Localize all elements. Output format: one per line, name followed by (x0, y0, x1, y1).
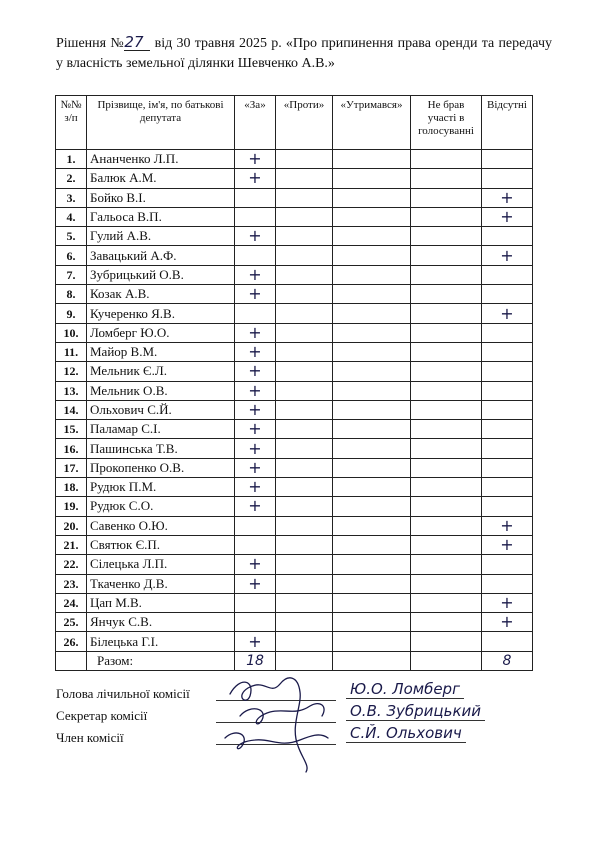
vote-not-voted-mark (411, 613, 482, 632)
vote-abstained-mark (333, 342, 411, 361)
row-number: 3. (56, 188, 87, 207)
table-row (56, 555, 533, 574)
deputy-name: Козак А.В. (87, 285, 235, 304)
table-row (56, 535, 533, 554)
vote-not-voted-mark (411, 342, 482, 361)
vote-abstained-mark (333, 323, 411, 342)
vote-for-mark: + (235, 265, 276, 284)
secretary-name: О.В. Зубрицький (346, 702, 485, 721)
member-name: С.Й. Ольхович (346, 724, 466, 743)
deputy-name: Святюк Є.П. (87, 535, 235, 554)
vote-not-voted-mark (411, 497, 482, 516)
table-body (56, 150, 533, 652)
vote-absent-mark (482, 458, 533, 477)
vote-abstained-mark (333, 632, 411, 651)
vote-for-mark (235, 207, 276, 226)
deputy-name: Мельник Є.Л. (87, 362, 235, 381)
deputy-name: Паламар С.І. (87, 420, 235, 439)
vote-against-mark (276, 535, 333, 554)
row-number: 6. (56, 246, 87, 265)
vote-absent-mark (482, 497, 533, 516)
vote-against-mark (276, 285, 333, 304)
total-empty-cell (56, 651, 87, 670)
table-row (56, 497, 533, 516)
deputy-name: Бойко В.І. (87, 188, 235, 207)
vote-for-mark: + (235, 497, 276, 516)
vote-not-voted-mark (411, 169, 482, 188)
deputy-name: Ананченко Л.П. (87, 150, 235, 169)
vote-abstained-mark (333, 593, 411, 612)
row-number: 26. (56, 632, 87, 651)
header-for: «За» (235, 96, 276, 150)
vote-for-mark: + (235, 169, 276, 188)
vote-for-mark: + (235, 478, 276, 497)
vote-abstained-mark (333, 169, 411, 188)
vote-for-mark: + (235, 458, 276, 477)
vote-not-voted-mark (411, 458, 482, 477)
vote-not-voted-mark (411, 188, 482, 207)
row-number: 24. (56, 593, 87, 612)
vote-against-mark (276, 632, 333, 651)
vote-against-mark (276, 265, 333, 284)
deputy-name: Гальоса В.П. (87, 207, 235, 226)
total-not-voted (411, 651, 482, 670)
vote-against-mark (276, 246, 333, 265)
row-number: 25. (56, 613, 87, 632)
deputy-name: Сілецька Л.П. (87, 555, 235, 574)
vote-for-mark: + (235, 342, 276, 361)
total-label: Разом: (87, 651, 235, 670)
vote-absent-mark (482, 632, 533, 651)
table-row (56, 420, 533, 439)
vote-for-mark (235, 188, 276, 207)
row-number: 13. (56, 381, 87, 400)
deputy-name: Гулий А.В. (87, 227, 235, 246)
vote-not-voted-mark (411, 362, 482, 381)
vote-for-mark: + (235, 381, 276, 400)
vote-for-mark (235, 516, 276, 535)
vote-against-mark (276, 150, 333, 169)
vote-absent-mark: + (482, 535, 533, 554)
row-number: 10. (56, 323, 87, 342)
heading-text: від 30 травня 2025 р. «Про припинення права оренди та передачу у власність земельної ділянки Шевченко А.В.» (56, 36, 552, 71)
vote-against-mark (276, 593, 333, 612)
table-row (56, 516, 533, 535)
deputy-name: Цап М.В. (87, 593, 235, 612)
row-number: 5. (56, 227, 87, 246)
vote-not-voted-mark (411, 593, 482, 612)
table-row (56, 458, 533, 477)
deputy-name: Зубрицький О.В. (87, 265, 235, 284)
row-number: 22. (56, 555, 87, 574)
vote-against-mark (276, 439, 333, 458)
vote-not-voted-mark (411, 150, 482, 169)
vote-for-mark: + (235, 362, 276, 381)
table-row (56, 362, 533, 381)
vote-against-mark (276, 613, 333, 632)
vote-abstained-mark (333, 535, 411, 554)
vote-absent-mark: + (482, 593, 533, 612)
vote-against-mark (276, 362, 333, 381)
vote-for-mark: + (235, 323, 276, 342)
vote-not-voted-mark (411, 478, 482, 497)
vote-abstained-mark (333, 265, 411, 284)
vote-abstained-mark (333, 227, 411, 246)
vote-for-mark: + (235, 574, 276, 593)
vote-not-voted-mark (411, 555, 482, 574)
row-number: 1. (56, 150, 87, 169)
row-number: 4. (56, 207, 87, 226)
vote-abstained-mark (333, 420, 411, 439)
vote-abstained-mark (333, 285, 411, 304)
vote-against-mark (276, 555, 333, 574)
vote-not-voted-mark (411, 285, 482, 304)
vote-for-mark: + (235, 400, 276, 419)
vote-against-mark (276, 497, 333, 516)
vote-not-voted-mark (411, 304, 482, 323)
vote-against-mark (276, 304, 333, 323)
vote-abstained-mark (333, 497, 411, 516)
vote-abstained-mark (333, 516, 411, 535)
vote-for-mark (235, 593, 276, 612)
chair-label: Голова лічильної комісії (56, 686, 190, 701)
deputy-name: Ткаченко Д.В. (87, 574, 235, 593)
table-row (56, 304, 533, 323)
vote-abstained-mark (333, 458, 411, 477)
vote-against-mark (276, 169, 333, 188)
table-row (56, 169, 533, 188)
vote-absent-mark: + (482, 246, 533, 265)
vote-not-voted-mark (411, 227, 482, 246)
document-heading (56, 34, 552, 74)
row-number: 21. (56, 535, 87, 554)
row-number: 7. (56, 265, 87, 284)
vote-abstained-mark (333, 362, 411, 381)
deputy-name: Савенко О.Ю. (87, 516, 235, 535)
vote-against-mark (276, 188, 333, 207)
vote-abstained-mark (333, 613, 411, 632)
vote-abstained-mark (333, 304, 411, 323)
vote-absent-mark (482, 555, 533, 574)
vote-absent-mark (482, 150, 533, 169)
row-number: 9. (56, 304, 87, 323)
vote-for-mark (235, 613, 276, 632)
deputy-name: Прокопенко О.В. (87, 458, 235, 477)
vote-against-mark (276, 516, 333, 535)
vote-not-voted-mark (411, 632, 482, 651)
row-number: 23. (56, 574, 87, 593)
row-number: 20. (56, 516, 87, 535)
vote-not-voted-mark (411, 400, 482, 419)
vote-against-mark (276, 227, 333, 246)
table-row (56, 574, 533, 593)
vote-against-mark (276, 323, 333, 342)
vote-against-mark (276, 478, 333, 497)
vote-absent-mark (482, 169, 533, 188)
vote-absent-mark (482, 439, 533, 458)
vote-for-mark: + (235, 420, 276, 439)
table-row (56, 381, 533, 400)
handwritten-signatures (210, 666, 350, 776)
vote-not-voted-mark (411, 323, 482, 342)
header-absent: Відсутні (482, 96, 533, 150)
vote-for-mark (235, 304, 276, 323)
vote-for-mark: + (235, 227, 276, 246)
voting-table (55, 95, 533, 671)
row-number: 18. (56, 478, 87, 497)
vote-not-voted-mark (411, 535, 482, 554)
vote-against-mark (276, 458, 333, 477)
vote-against-mark (276, 400, 333, 419)
header-name: Прізвище, ім'я, по батькові депутата (87, 96, 235, 150)
vote-abstained-mark (333, 400, 411, 419)
row-number: 12. (56, 362, 87, 381)
table-row (56, 188, 533, 207)
table-row (56, 478, 533, 497)
heading-prefix: Рішення № (56, 36, 125, 51)
header-abstained: «Утримався» (333, 96, 411, 150)
vote-for-mark: + (235, 632, 276, 651)
deputy-name: Кучеренко Я.В. (87, 304, 235, 323)
vote-absent-mark (482, 342, 533, 361)
vote-absent-mark (482, 285, 533, 304)
vote-absent-mark (482, 478, 533, 497)
chair-signature (230, 678, 307, 772)
vote-abstained-mark (333, 381, 411, 400)
vote-abstained-mark (333, 188, 411, 207)
member-signature (225, 733, 328, 749)
total-absent: 8 (482, 651, 533, 670)
deputy-name: Рудюк С.О. (87, 497, 235, 516)
vote-not-voted-mark (411, 516, 482, 535)
chair-name: Ю.О. Ломберг (346, 680, 464, 699)
vote-against-mark (276, 420, 333, 439)
vote-for-mark (235, 246, 276, 265)
vote-not-voted-mark (411, 420, 482, 439)
secretary-signature (240, 704, 324, 724)
deputy-name: Ломберг Ю.О. (87, 323, 235, 342)
vote-absent-mark (482, 323, 533, 342)
vote-not-voted-mark (411, 207, 482, 226)
row-number: 14. (56, 400, 87, 419)
row-number: 2. (56, 169, 87, 188)
vote-against-mark (276, 207, 333, 226)
row-number: 19. (56, 497, 87, 516)
table-row (56, 400, 533, 419)
deputy-name: Балюк А.М. (87, 169, 235, 188)
vote-absent-mark: + (482, 207, 533, 226)
vote-absent-mark: + (482, 304, 533, 323)
vote-absent-mark (482, 381, 533, 400)
vote-for-mark: + (235, 150, 276, 169)
table-row (56, 613, 533, 632)
table-row (56, 265, 533, 284)
vote-for-mark: + (235, 285, 276, 304)
row-number: 8. (56, 285, 87, 304)
vote-against-mark (276, 342, 333, 361)
vote-not-voted-mark (411, 265, 482, 284)
row-number: 16. (56, 439, 87, 458)
vote-not-voted-mark (411, 246, 482, 265)
vote-absent-mark: + (482, 516, 533, 535)
vote-against-mark (276, 381, 333, 400)
table-row (56, 439, 533, 458)
vote-not-voted-mark (411, 439, 482, 458)
table-row (56, 342, 533, 361)
vote-absent-mark (482, 362, 533, 381)
vote-against-mark (276, 574, 333, 593)
table-row (56, 323, 533, 342)
vote-absent-mark: + (482, 613, 533, 632)
vote-absent-mark (482, 265, 533, 284)
vote-for-mark: + (235, 555, 276, 574)
deputy-name: Пашинська Т.В. (87, 439, 235, 458)
vote-abstained-mark (333, 574, 411, 593)
deputy-name: Білецька Г.І. (87, 632, 235, 651)
vote-abstained-mark (333, 207, 411, 226)
table-row (56, 150, 533, 169)
vote-abstained-mark (333, 150, 411, 169)
row-number: 15. (56, 420, 87, 439)
deputy-name: Рудюк П.М. (87, 478, 235, 497)
table-row (56, 227, 533, 246)
vote-for-mark: + (235, 439, 276, 458)
vote-abstained-mark (333, 478, 411, 497)
deputy-name: Завацький А.Ф. (87, 246, 235, 265)
member-label: Член комісії (56, 730, 124, 745)
header-not-voted: Не брав участі в голосуванні (411, 96, 482, 150)
header-number: №№ з/п (56, 96, 87, 150)
vote-not-voted-mark (411, 574, 482, 593)
secretary-label: Секретар комісії (56, 708, 148, 723)
vote-absent-mark (482, 400, 533, 419)
table-header-row (56, 96, 533, 150)
vote-abstained-mark (333, 439, 411, 458)
row-number: 17. (56, 458, 87, 477)
deputy-name: Майор В.М. (87, 342, 235, 361)
vote-absent-mark (482, 227, 533, 246)
vote-absent-mark (482, 574, 533, 593)
table-row (56, 593, 533, 612)
total-for: 18 (235, 651, 276, 670)
table-row (56, 285, 533, 304)
table-row (56, 207, 533, 226)
table-row (56, 246, 533, 265)
vote-not-voted-mark (411, 381, 482, 400)
deputy-name: Ольхович С.Й. (87, 400, 235, 419)
vote-for-mark (235, 535, 276, 554)
vote-absent-mark: + (482, 188, 533, 207)
deputy-name: Янчук С.В. (87, 613, 235, 632)
vote-abstained-mark (333, 246, 411, 265)
table-row (56, 632, 533, 651)
deputy-name: Мельник О.В. (87, 381, 235, 400)
header-against: «Проти» (276, 96, 333, 150)
decision-number: 27 (124, 34, 150, 51)
vote-abstained-mark (333, 555, 411, 574)
row-number: 11. (56, 342, 87, 361)
vote-absent-mark (482, 420, 533, 439)
